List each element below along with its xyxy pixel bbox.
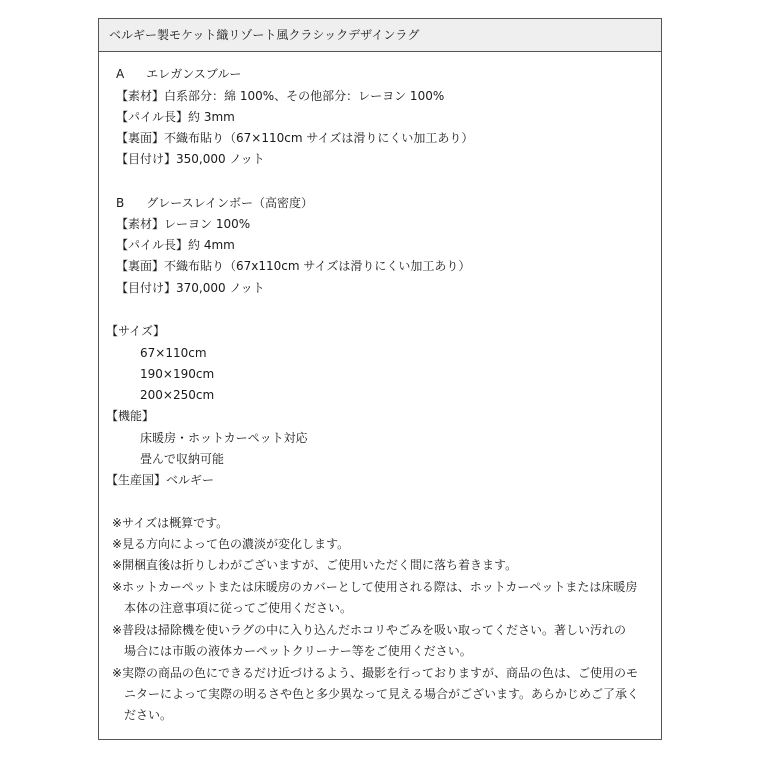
size-item: 200×250cm (140, 388, 215, 402)
page-title: ベルギー製モケット織リゾート風クラシックデザインラグ (99, 19, 661, 52)
product-a-header (116, 67, 241, 82)
product-a-pile: 【パイル長】約 3mm (116, 110, 235, 124)
product-b-density: 【目付け】370,000 ノット (116, 281, 265, 295)
note-line: ※実際の商品の色にできるだけ近づけるよう、撮影を行っておりますが、商品の色は、ご使用のモ (112, 666, 639, 680)
note-line: ※ホットカーペットまたは床暖房のカバーとして使用される際は、ホットカーペットまたは床暖房 (112, 580, 638, 594)
sizes-heading: 【サイズ】 (106, 324, 166, 338)
size-item: 67×110cm (140, 346, 207, 360)
note-line: ※見る方向によって色の濃淡が変化します。 (112, 537, 350, 551)
size-item: 190×190cm (140, 367, 215, 381)
product-b-name: グレースレインボー（高密度） (146, 196, 314, 210)
product-b-label: B (116, 196, 125, 210)
note-line: ニターによって実際の明るさや色と多少異なって見える場合がございます。あらかじめご了承く (124, 687, 640, 701)
product-a-density: 【目付け】350,000 ノット (116, 152, 265, 166)
note-line: ださい。 (124, 708, 173, 722)
product-b-backing: 【裏面】不織布貼り（67x110cm サイズは滑りにくい加工あり） (116, 259, 471, 273)
product-a-backing: 【裏面】不織布貼り（67×110cm サイズは滑りにくい加工あり） (116, 131, 474, 145)
product-a-label: A (116, 67, 125, 81)
note-line: ※普段は掃除機を使いラグの中に入り込んだホコリやごみを吸い取ってください。著しい汚れの (112, 623, 627, 637)
note-line: ※サイズは概算です。 (112, 516, 229, 530)
note-line: 本体の注意事項に従ってご使用ください。 (124, 601, 353, 615)
note-line: 場合には市販の液体カーペットクリーナー等をご使用ください。 (124, 644, 472, 658)
product-a-material: 【素材】白系部分：綿 100%、その他部分：レーヨン 100% (116, 89, 445, 103)
feature-item: 畳んで収納可能 (140, 452, 225, 466)
product-b-material: 【素材】レーヨン 100% (116, 217, 251, 231)
features-heading: 【機能】 (106, 409, 155, 423)
feature-item: 床暖房・ホットカーペット対応 (140, 431, 308, 445)
origin: 【生産国】ベルギー (106, 473, 215, 487)
product-b-pile: 【パイル長】約 4mm (116, 238, 235, 252)
product-b-header (116, 196, 313, 211)
product-a-name: エレガンスブルー (146, 67, 242, 81)
note-line: ※開梱直後は折りしわがございますが、ご使用いただく間に落ち着きます。 (112, 558, 518, 572)
